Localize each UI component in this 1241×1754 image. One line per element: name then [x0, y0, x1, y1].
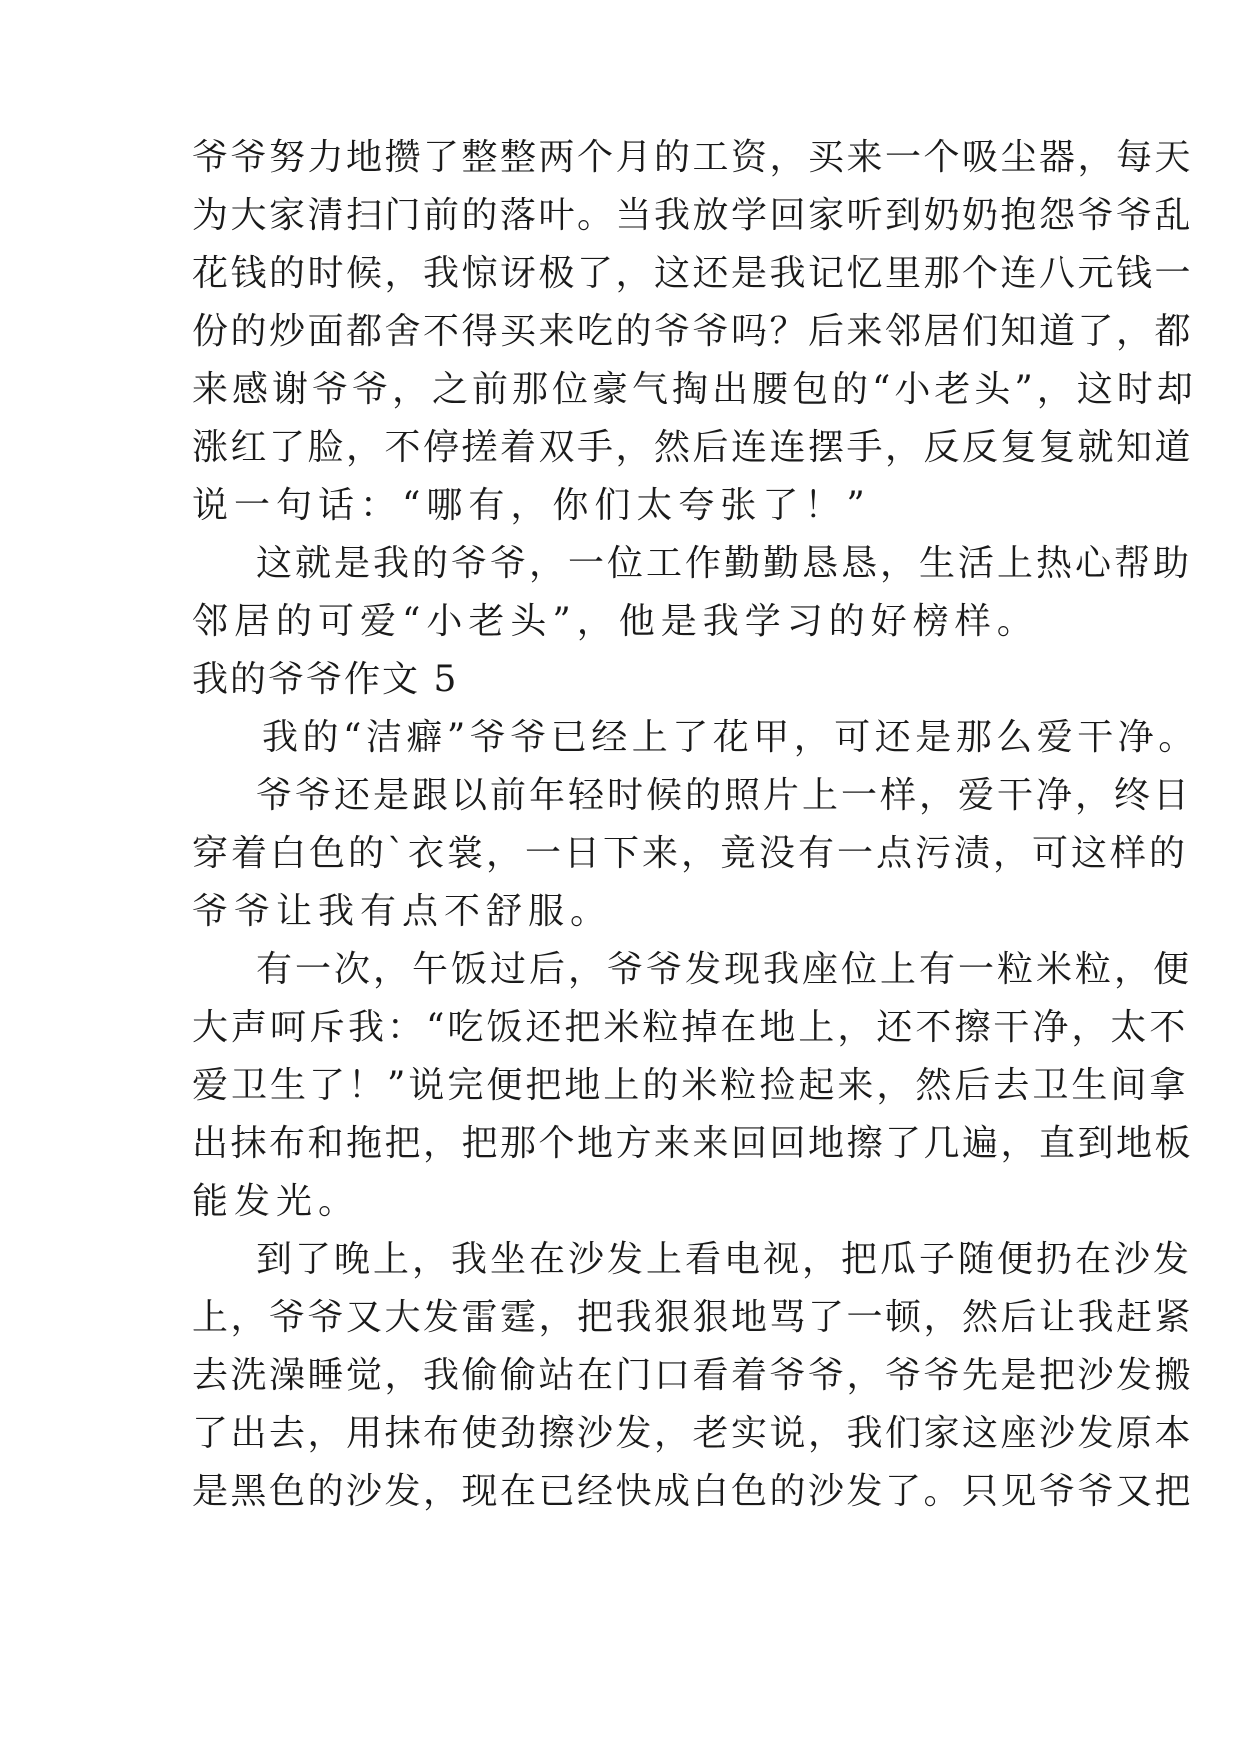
text-line: 能发光。 [192, 1181, 361, 1222]
text-line: 是黑色的沙发，现在已经快成白色的沙发了。只见爷爷又把 [192, 1471, 1194, 1512]
paragraph-start-line: 爷爷还是跟以前年轻时候的照片上一样，爱干净，终日 [256, 775, 1193, 816]
text-line: 花钱的时候，我惊讶极了，这还是我记忆里那个连八元钱一 [192, 253, 1194, 294]
text-line: 爷爷让我有点不舒服。 [192, 891, 613, 932]
text-line: 穿着白色的`衣裳，一日下来，竟没有一点污渍，可这样的 [192, 833, 1189, 874]
text-line: 邻居的可爱“小老头”，他是我学习的好榜样。 [192, 601, 1039, 642]
paragraph-start-line: 我的“洁癖”爷爷已经上了花甲，可还是那么爱干净。 [262, 717, 1199, 758]
text-line: 为大家清扫门前的落叶。当我放学回家听到奶奶抱怨爷爷乱 [192, 195, 1194, 236]
text-line: 来感谢爷爷，之前那位豪气掏出腰包的“小老头”，这时却 [192, 369, 1197, 410]
text-line: 爷爷努力地攒了整整两个月的工资，买来一个吸尘器，每天 [192, 137, 1194, 178]
text-line: 份的炒面都舍不得买来吃的爷爷吗？后来邻居们知道了，都 [192, 311, 1194, 352]
paragraph-start-line: 到了晚上，我坐在沙发上看电视，把瓜子随便扔在沙发 [256, 1239, 1193, 1280]
text-line: 了出去，用抹布使劲擦沙发，老实说，我们家这座沙发原本 [192, 1413, 1194, 1454]
section-heading: 我的爷爷作文 5 [192, 659, 459, 700]
text-line: 说一句话：“哪有，你们太夸张了！” [192, 485, 871, 526]
text-line: 大声呵斥我：“吃饭还把米粒掉在地上，还不擦干净，太不 [192, 1007, 1189, 1048]
text-line: 上，爷爷又大发雷霆，把我狠狠地骂了一顿，然后让我赶紧 [192, 1297, 1194, 1338]
paragraph-start-line: 有一次，午饭过后，爷爷发现我座位上有一粒米粒，便 [256, 949, 1193, 990]
text-line: 去洗澡睡觉，我偷偷站在门口看着爷爷，爷爷先是把沙发搬 [192, 1355, 1194, 1396]
text-line: 涨红了脸，不停搓着双手，然后连连摆手，反反复复就知道 [192, 427, 1194, 468]
text-line: 出抹布和拖把，把那个地方来来回回地擦了几遍，直到地板 [192, 1123, 1194, 1164]
text-line: 爱卫生了！”说完便把地上的米粒捡起来，然后去卫生间拿 [192, 1065, 1189, 1106]
paragraph-start-line: 这就是我的爷爷，一位工作勤勤恳恳，生活上热心帮助 [256, 543, 1193, 584]
